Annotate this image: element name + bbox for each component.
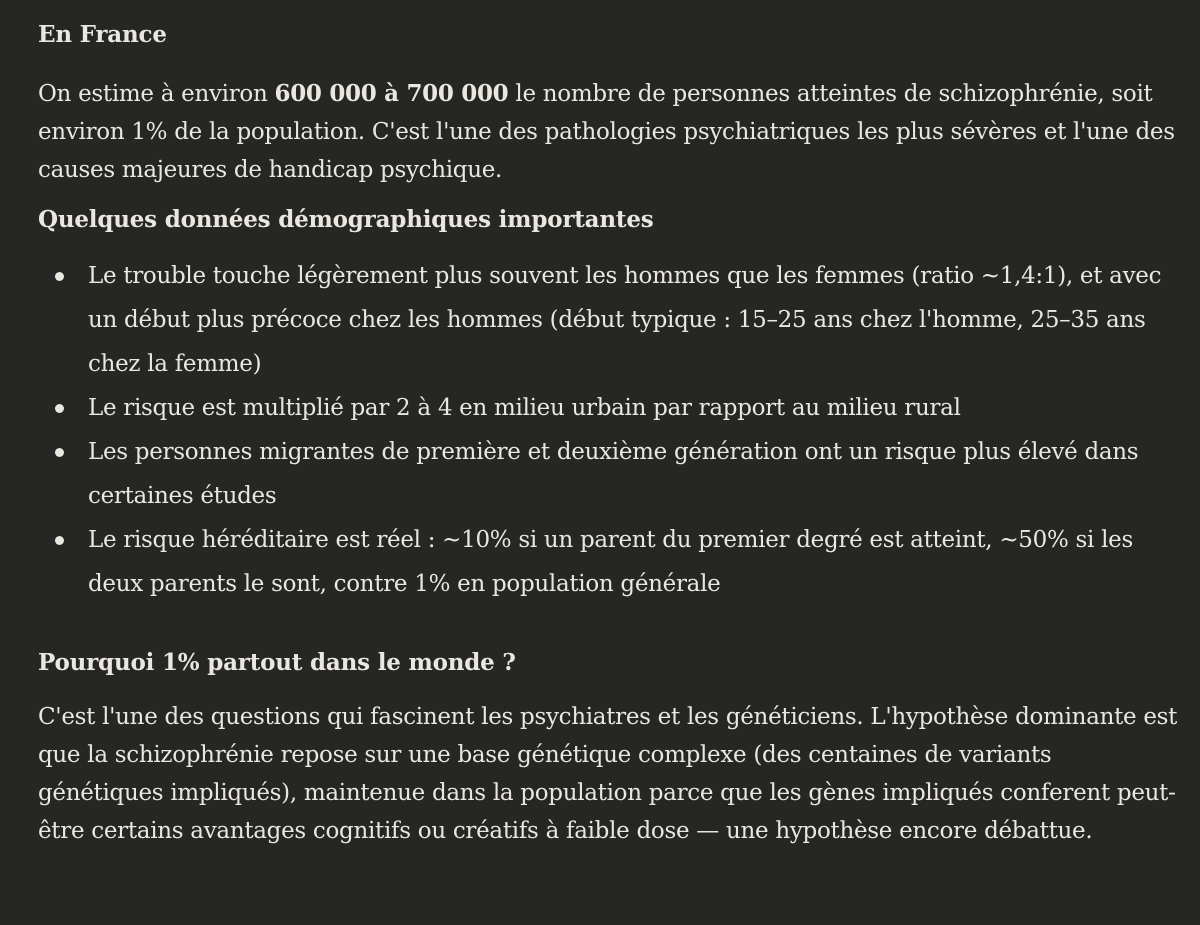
intro-prefix: On estime à environ	[38, 81, 275, 107]
heading-donnees-demographiques: Quelques données démographiques importantes	[38, 206, 654, 233]
bullet-icon	[55, 448, 64, 457]
list-item-text: Le risque est multiplié par 2 à 4 en milieu urbain par rapport au milieu rural	[88, 395, 961, 421]
list-item-text: Le trouble touche légèrement plus souvent les hommes que les femmes (ratio ~1,4:1), et avec un début plus précoce chez les hommes (début typique : 15–25 ans chez l'homme, 25–35 ans chez la femme)	[88, 263, 1162, 377]
heading-pourquoi: Pourquoi 1% partout dans le monde ?	[38, 649, 516, 676]
bullet-icon	[55, 404, 64, 413]
bullet-icon	[55, 536, 64, 545]
heading-en-france: En France	[38, 21, 167, 48]
intro-bold-figure: 600 000 à 700 000	[274, 80, 509, 107]
demographics-list	[38, 254, 1178, 606]
article-content	[38, 14, 1178, 850]
list-item	[38, 430, 1178, 518]
list-item	[38, 386, 1178, 430]
intro-paragraph	[38, 75, 1178, 189]
list-item	[38, 518, 1178, 606]
bullet-icon	[55, 272, 64, 281]
list-item-text: Le risque héréditaire est réel : ~10% si un parent du premier degré est atteint, ~50% si les deux parents le sont, contre 1% en population générale	[88, 527, 1133, 597]
list-item	[38, 254, 1178, 386]
intro-suffix: le nombre de personnes atteintes de schizophrénie, soit environ 1% de la population. C'est l'une des pathologies psychiatriques les plus sévères et l'une des causes majeures de handicap psychique.	[38, 81, 1175, 183]
list-item-text: Les personnes migrantes de première et deuxième génération ont un risque plus élevé dans certaines études	[88, 439, 1139, 509]
pourquoi-paragraph: C'est l'une des questions qui fascinent les psychiatres et les généticiens. L'hypothèse dominante est que la schizophrénie repose sur une base génétique complexe (des centaines de variants génétiques impliqués), maintenue dans la population parce que les gènes impliqués conferent peut-être certains avantages cognitifs ou créatifs à faible dose — une hypothèse encore débattue.	[38, 704, 1178, 844]
